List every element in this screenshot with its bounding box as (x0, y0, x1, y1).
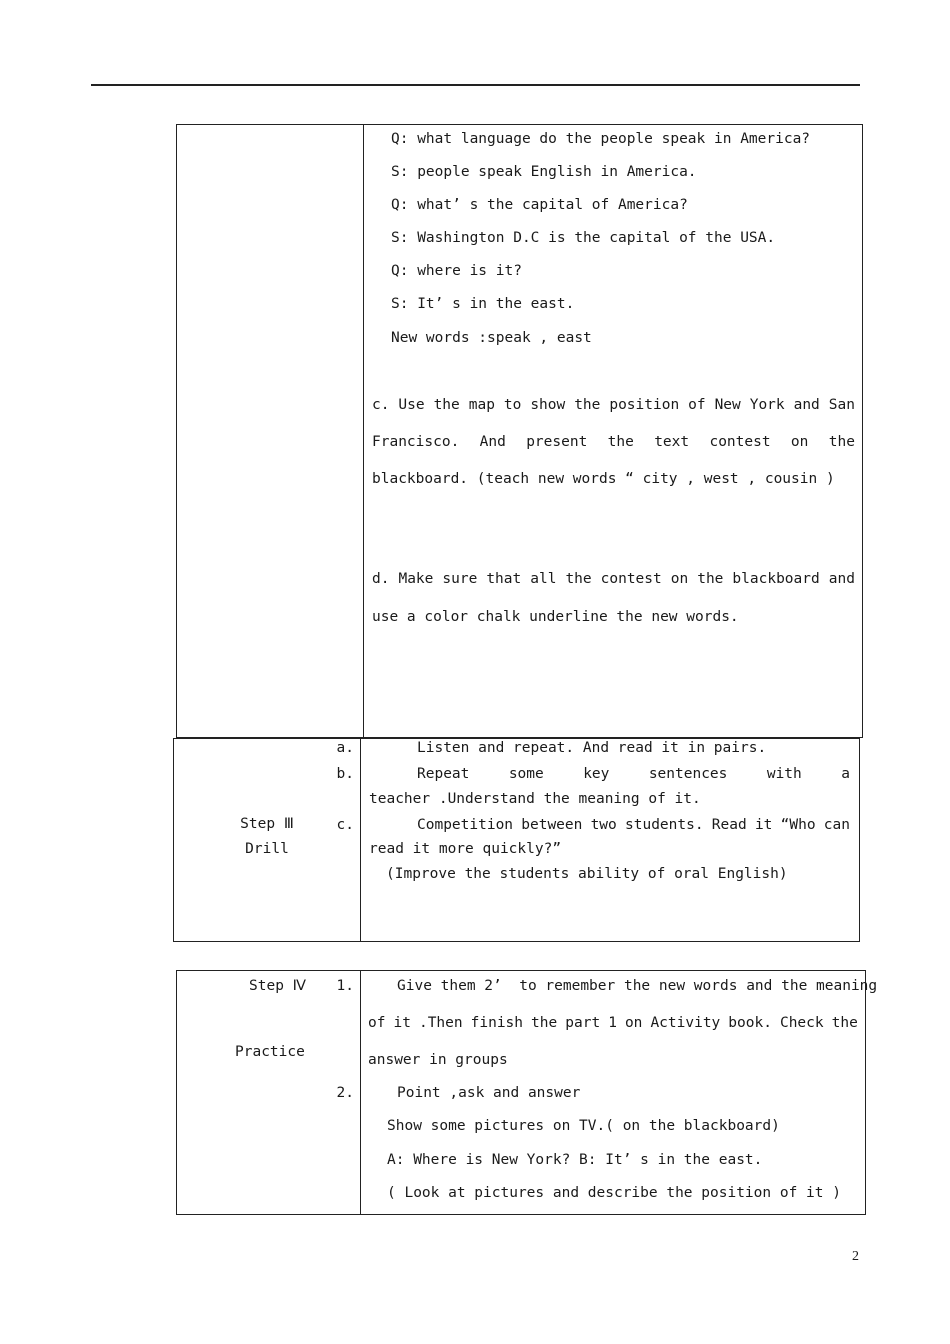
list-marker: b. (336, 766, 354, 782)
list-marker: 2. (336, 1085, 354, 1101)
column-divider (363, 125, 364, 737)
practice-line: A: Where is New York? B: It’ s in the east. (387, 1152, 763, 1168)
step-c-line: Francisco. And present the text contest on the (372, 434, 855, 450)
drill-line: Competition between two students. Read it “Who can (417, 817, 850, 833)
dialogue-line: S: people speak English in America. (391, 164, 697, 180)
practice-line: Point ,ask and answer (397, 1085, 581, 1101)
drill-line: Repeat some key sentences with a (417, 766, 850, 782)
dialogue-table (176, 124, 863, 738)
page-number: 2 (852, 1249, 859, 1264)
step-label: Step Ⅲ (240, 816, 294, 832)
step-label: Step Ⅳ (249, 978, 307, 994)
practice-line: answer in groups (368, 1052, 508, 1068)
drill-line: (Improve the students ability of oral English) (386, 866, 788, 882)
step-c-line: c. Use the map to show the position of New York and San (372, 397, 855, 413)
step-d-line: use a color chalk underline the new words. (372, 609, 739, 625)
practice-line: Show some pictures on TV.( on the blackboard) (387, 1118, 780, 1134)
dialogue-line: Q: what’ s the capital of America? (391, 197, 688, 213)
list-marker: 1. (336, 978, 354, 994)
dialogue-line: Q: where is it? (391, 263, 522, 279)
list-marker: c. (336, 817, 354, 833)
practice-line: ( Look at pictures and describe the position of it ) (387, 1185, 841, 1201)
practice-table (176, 970, 878, 1215)
step-title: Drill (245, 841, 289, 857)
step-d-line: d. Make sure that all the contest on the blackboard and (372, 571, 855, 587)
drill-line: teacher .Understand the meaning of it. (369, 791, 701, 807)
list-marker: a. (336, 740, 354, 756)
drill-table (173, 738, 860, 942)
column-divider (360, 971, 361, 1214)
new-words-line: New words :speak , east (391, 330, 592, 346)
step-title: Practice (235, 1044, 305, 1060)
practice-line: Give them 2’ to remember the new words and the meaning (397, 978, 878, 994)
dialogue-line: Q: what language do the people speak in America? (391, 131, 811, 147)
dialogue-line: S: It’ s in the east. (391, 296, 575, 312)
drill-line: read it more quickly?” (369, 841, 562, 857)
practice-line: of it .Then finish the part 1 on Activity book. Check the (368, 1015, 858, 1031)
step-c-line: blackboard. (teach new words “ city , west , cousin ) (372, 471, 835, 487)
dialogue-line: S: Washington D.C is the capital of the USA. (391, 230, 776, 246)
column-divider (360, 739, 361, 941)
drill-line: Listen and repeat. And read it in pairs. (417, 740, 767, 756)
header-rule (91, 84, 860, 86)
